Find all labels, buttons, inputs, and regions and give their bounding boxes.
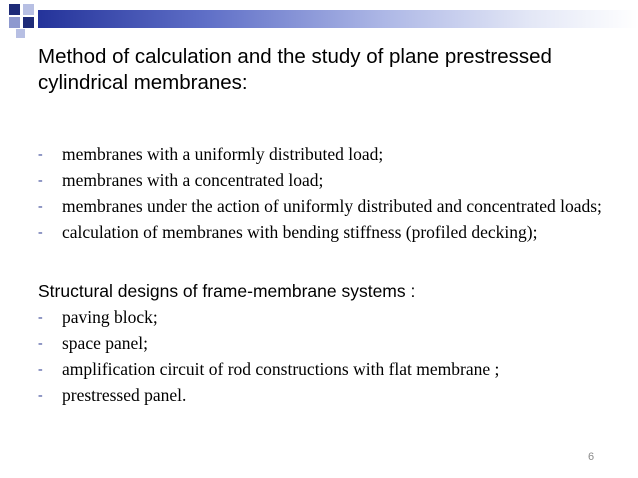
list-item-text: paving block;: [62, 307, 158, 327]
bullet-dash: -: [38, 225, 43, 240]
structural-designs-list: [38, 307, 613, 411]
list-item: [38, 144, 613, 165]
list-item: [38, 222, 613, 243]
list-item-text: membranes under the action of uniformly distributed and concentrated loads;: [62, 196, 602, 216]
bullet-dash: -: [38, 173, 43, 188]
bullet-dash: -: [38, 310, 43, 325]
list-item-text: prestressed panel.: [62, 385, 187, 405]
bullet-dash: -: [38, 362, 43, 377]
bullet-dash: -: [38, 199, 43, 214]
decorative-square: [9, 4, 20, 15]
page-number: 6: [588, 451, 595, 463]
list-item: [38, 385, 613, 406]
decorative-square: [23, 4, 34, 15]
header-gradient-bar: [38, 10, 638, 28]
bullet-dash: -: [38, 336, 43, 351]
calculation-methods-list: [38, 144, 613, 248]
list-item-text: calculation of membranes with bending stiffness (profiled decking);: [62, 222, 538, 242]
list-item: [38, 196, 613, 217]
slide-title: Method of calculation and the study of plane prestressed cylindrical membranes:: [38, 45, 552, 94]
bullet-dash: -: [38, 388, 43, 403]
list-item: [38, 307, 613, 328]
list-item: [38, 170, 613, 191]
list-item-text: amplification circuit of rod constructions with flat membrane ;: [62, 359, 500, 379]
section-subheading: Structural designs of frame-membrane systems :: [38, 281, 416, 301]
list-item: [38, 359, 613, 380]
list-item-text: space panel;: [62, 333, 148, 353]
bullet-dash: -: [38, 147, 43, 162]
decorative-square: [16, 29, 25, 38]
decorative-square: [9, 17, 20, 28]
list-item: [38, 333, 613, 354]
decorative-square: [23, 17, 34, 28]
list-item-text: membranes with a concentrated load;: [62, 170, 324, 190]
list-item-text: membranes with a uniformly distributed load;: [62, 144, 384, 164]
